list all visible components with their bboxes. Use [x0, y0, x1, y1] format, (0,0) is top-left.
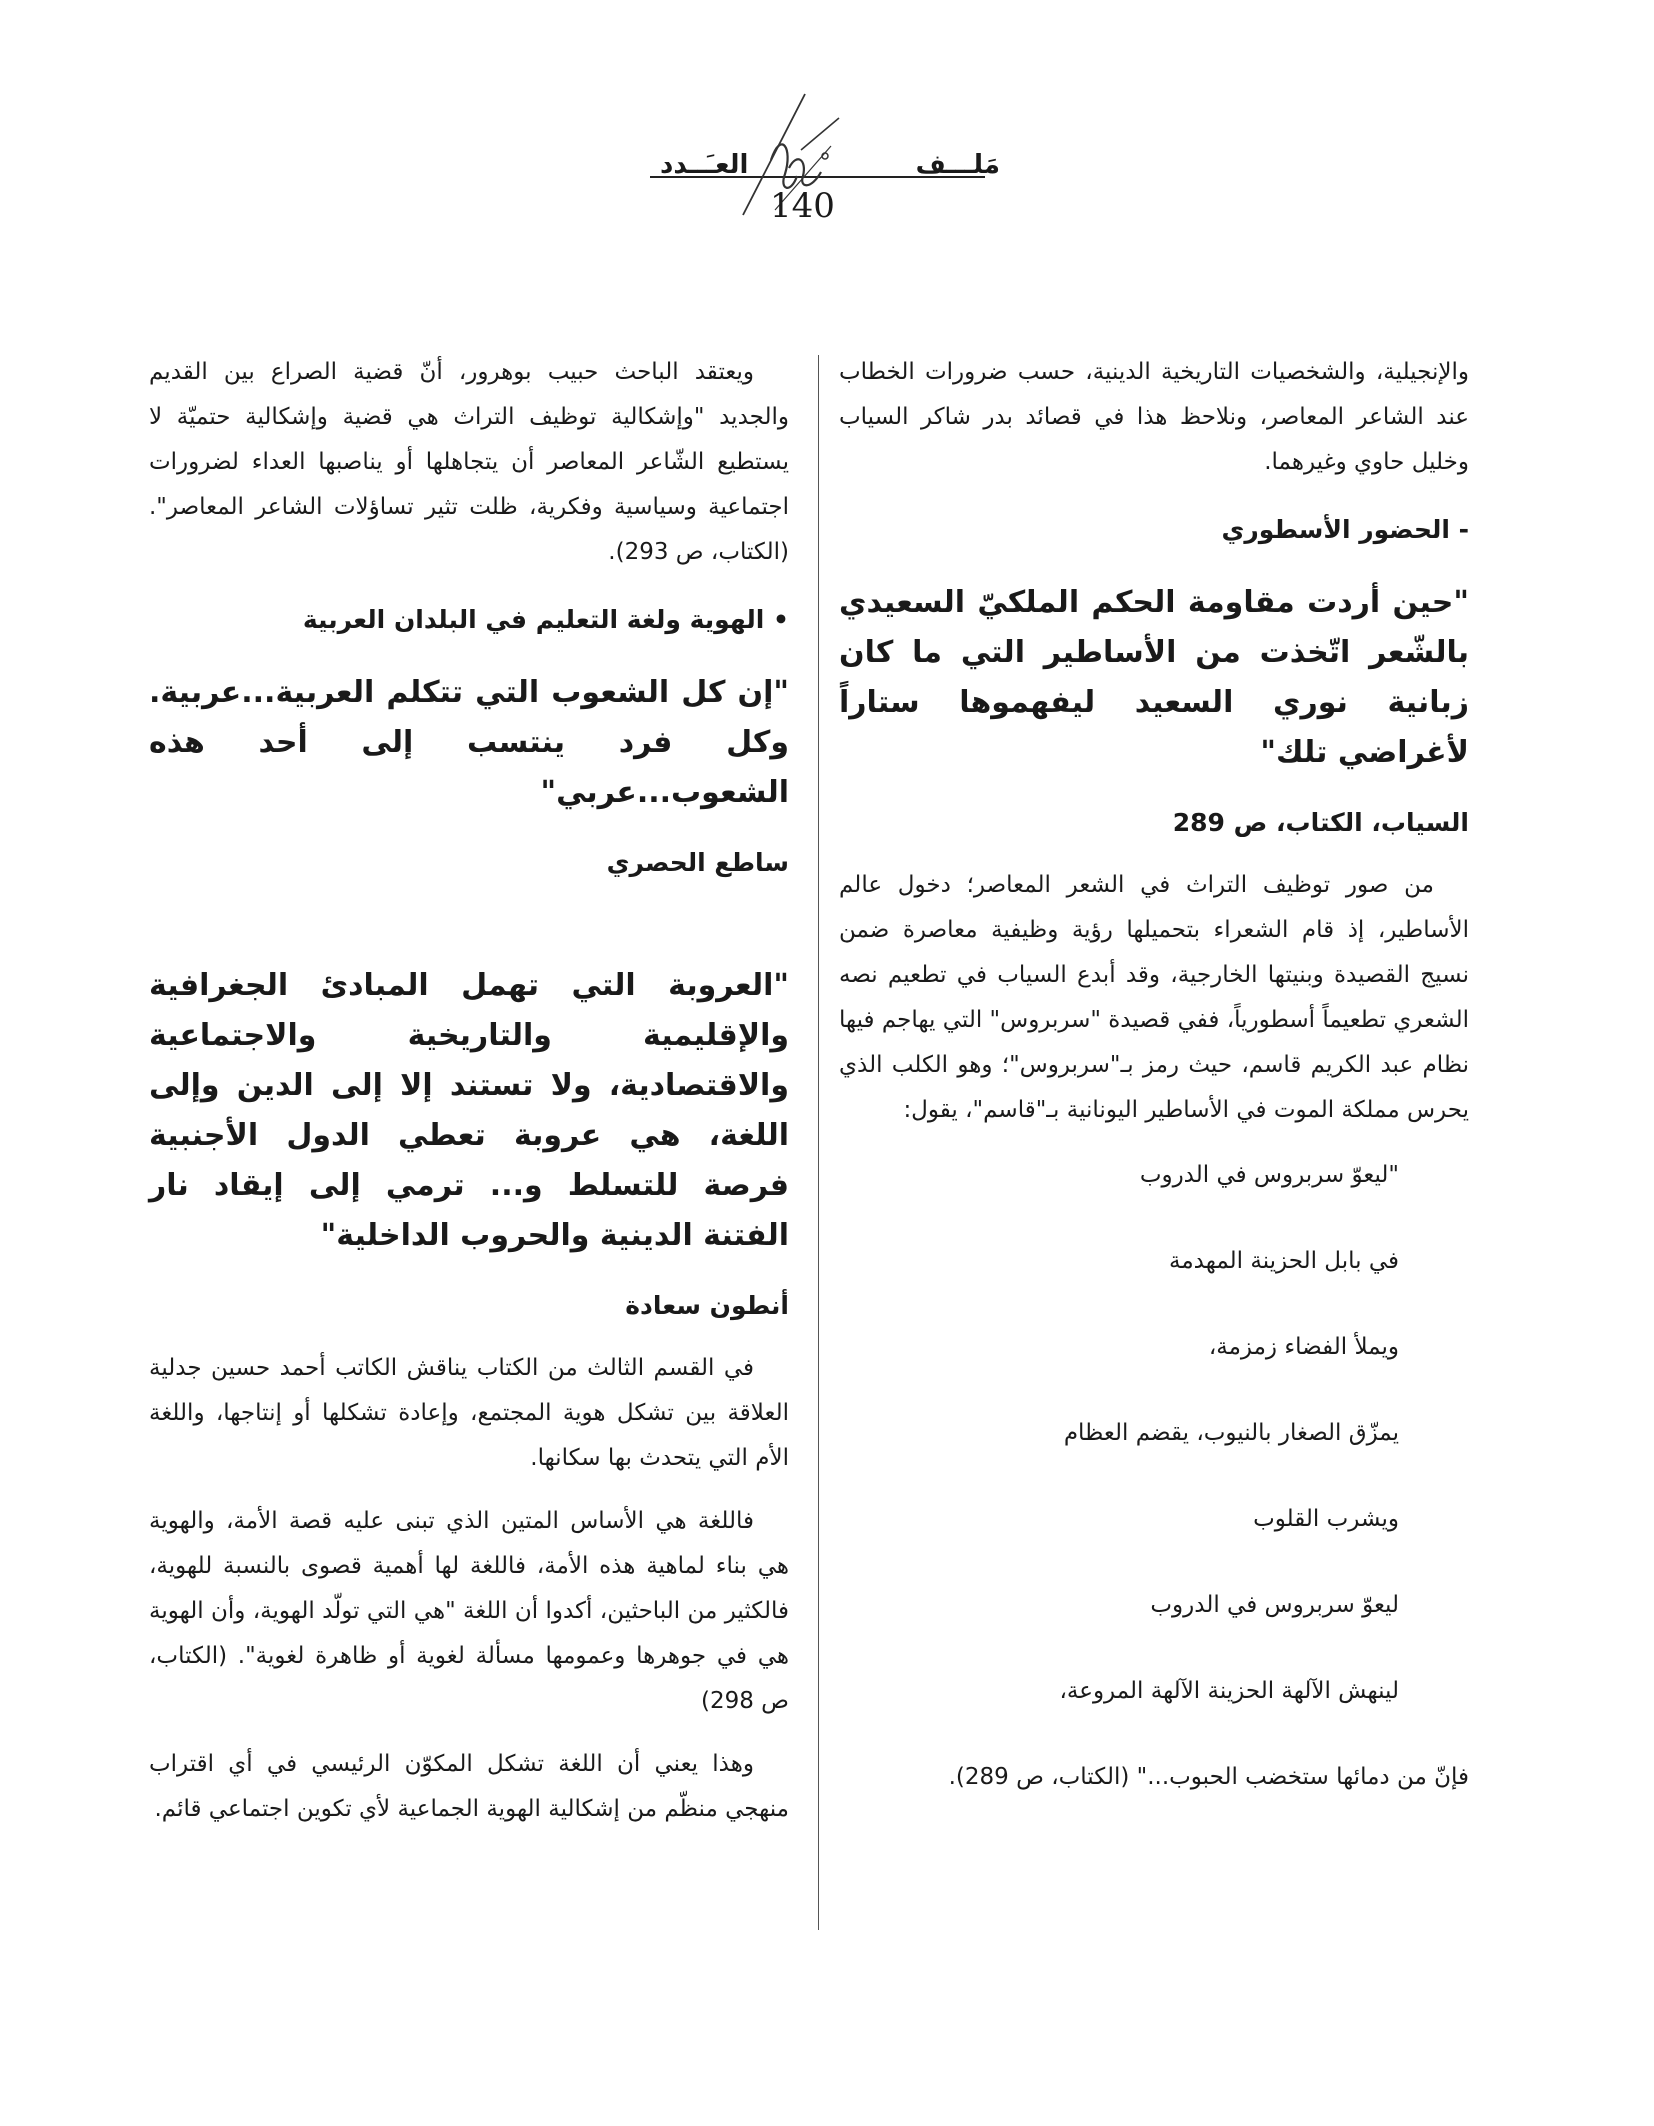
poem-verse: ويملأ الفضاء زمزمة،: [1208, 1334, 1399, 1360]
block-quote: "إن كل الشعوب التي تتكلم العربية...عربية. وكل فرد ينتسب إلى أحد هذه الشعوب...عربي": [149, 675, 789, 810]
quote-author: ساطع الحصري: [606, 848, 789, 877]
poem-verse: "ليعوّ سربروس في الدروب: [1139, 1162, 1399, 1188]
poem-verse: ويشرب القلوب: [1253, 1506, 1399, 1532]
paragraph: من صور توظيف التراث في الشعر المعاصر؛ دخول عالم الأساطير، إذ قام الشعراء بتحميلها رؤية وظيفية معاصرة ضمن نسيج القصيدة وبنيتها الخارجية، وقد أبدع السياب في تطعيم نصه الشعري تطعيماً أسطورياً، ففي قصيدة "سربروس" التي يهاجم فيها نظام عبد الكريم قاسم، حيث رمز بـ"سربروس"؛ وهو الكلب الذي يحرس مملكة الموت في الأساطير اليونانية بـ"قاسم"، يقول:: [839, 872, 1469, 1123]
block-quote: "حين أردت مقاومة الحكم الملكيّ السعيدي بالشّعر اتّخذت من الأساطير التي ما كان زبانية نوري السعيد ليفهموها ستاراً لأغراضي تلك": [839, 585, 1469, 770]
paragraph: وهذا يعني أن اللغة تشكل المكوّن الرئيسي في أي اقتراب منهجي منظّم من إشكالية الهوية الجماعية لأي تكوين اجتماعي قائم.: [149, 1751, 789, 1822]
section-heading: • الهوية ولغة التعليم في البلدان العربية: [302, 605, 789, 634]
page-header: [600, 90, 1000, 240]
header-label-issue: العـَــدد: [660, 150, 749, 180]
quote-author: أنطون سعادة: [625, 1291, 789, 1320]
paragraph: فاللغة هي الأساس المتين الذي تبنى عليه قصة الأمة، والهوية هي بناء لماهية هذه الأمة، فاللغة لها أهمية قصوى بالنسبة للهوية، فالكثير من الباحثين، أكدوا أن اللغة "هي التي تولّد الهوية، وأن الهوية هي في جوهرها وعمومها مسألة لغوية أو ظاهرة لغوية". (الكتاب، ص 298): [149, 1508, 789, 1714]
page-number: 140: [770, 186, 835, 226]
poem-verse: يمزّق الصغار بالنيوب، يقضم العظام: [1063, 1420, 1399, 1446]
poem-closing: فإنّ من دمائها ستخضب الحبوب..." (الكتاب، ص 289).: [948, 1764, 1469, 1790]
quote-source: السياب، الكتاب، ص 289: [1172, 808, 1469, 837]
left-column: [149, 350, 789, 1850]
spacer: [149, 903, 789, 947]
paragraph: في القسم الثالث من الكتاب يناقش الكاتب أحمد حسين جدلية العلاقة بين تشكل هوية المجتمع، وإعادة تشكلها أو إنتاجها، واللغة الأم التي يتحدث بها سكانها.: [149, 1355, 789, 1471]
block-quote: "العروبة التي تهمل المبادئ الجغرافية والإقليمية والتاريخية والاجتماعية والاقتصادية، ولا تستند إلا إلى الدين وإلى اللغة، هي عروبة تعطي الدول الأجنبية فرصة للتسلط و... ترمي إلى إيقاد نار الفتنة الدينية والحروب الداخلية": [149, 968, 789, 1253]
paragraph: والإنجيلية، والشخصيات التاريخية الدينية، حسب ضرورات الخطاب عند الشاعر المعاصر، ونلاحظ هذا في قصائد بدر شاكر السياب وخليل حاوي وغيرهما.: [839, 359, 1469, 475]
paragraph: ويعتقد الباحث حبيب بوهرور، أنّ قضية الصراع بين القديم والجديد "وإشكالية توظيف التراث هي قضية وإشكالية حتميّة لا يستطيع الشّاعر المعاصر أن يتجاهلها أو يناصبها العداء لضرورات اجتماعية وسياسية وفكرية، ظلت تثير تساؤلات الشاعر المعاصر". (الكتاب، ص 293).: [149, 359, 789, 565]
poem-verse: في بابل الحزينة المهدمة: [1169, 1248, 1399, 1274]
poem-verse: ليعوّ سربروس في الدروب: [1150, 1592, 1399, 1618]
section-heading: - الحضور الأسطوري: [1221, 515, 1469, 544]
header-label-file: مَلـــف: [915, 150, 1000, 180]
column-divider: [818, 355, 819, 1930]
right-column: [839, 350, 1469, 1818]
poem-verse: لينهش الآلهة الحزينة الآلهة المروعة،: [1059, 1678, 1399, 1704]
